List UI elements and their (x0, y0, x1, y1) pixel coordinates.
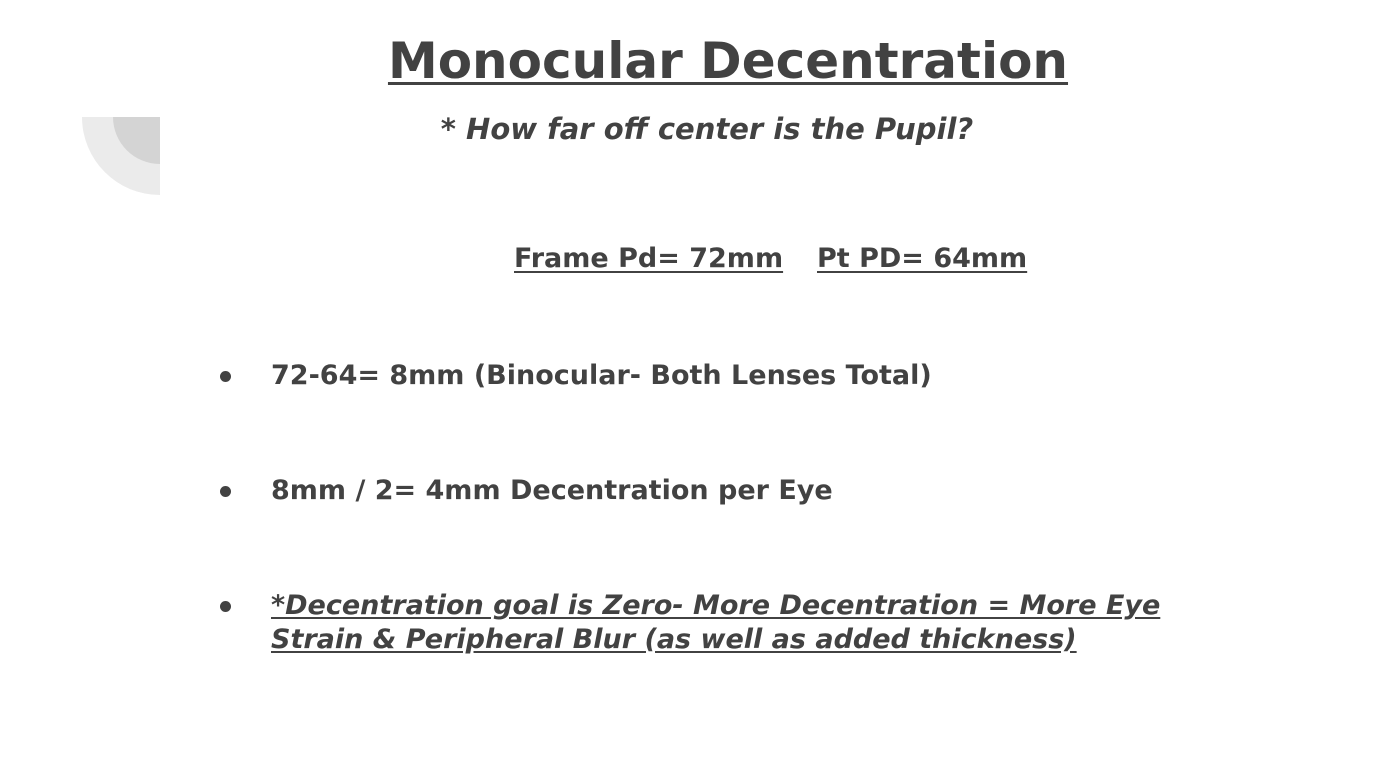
bullet-dot-icon (220, 371, 231, 382)
bullet-text: *Decentration goal is Zero- More Decentration = More Eye Strain & Peripheral Blur (as well as added thickness) (271, 590, 1161, 655)
patient-pd-label: Pt PD= 64mm (817, 243, 1028, 274)
slide-subtitle: * How far off center is the Pupil? (440, 112, 974, 146)
bullet-item-binocular (220, 359, 1220, 393)
bullet-item-goal (220, 589, 1220, 657)
bullet-dot-icon (220, 601, 231, 612)
bullet-text: 72-64= 8mm (Binocular- Both Lenses Total) (271, 360, 932, 391)
bullet-item-per-eye (220, 474, 1220, 508)
frame-pd-label: Frame Pd= 72mm (514, 243, 784, 274)
slide-title: Monocular Decentration (387, 32, 1069, 90)
bullet-dot-icon (220, 486, 231, 497)
bullet-text: 8mm / 2= 4mm Decentration per Eye (271, 475, 833, 506)
